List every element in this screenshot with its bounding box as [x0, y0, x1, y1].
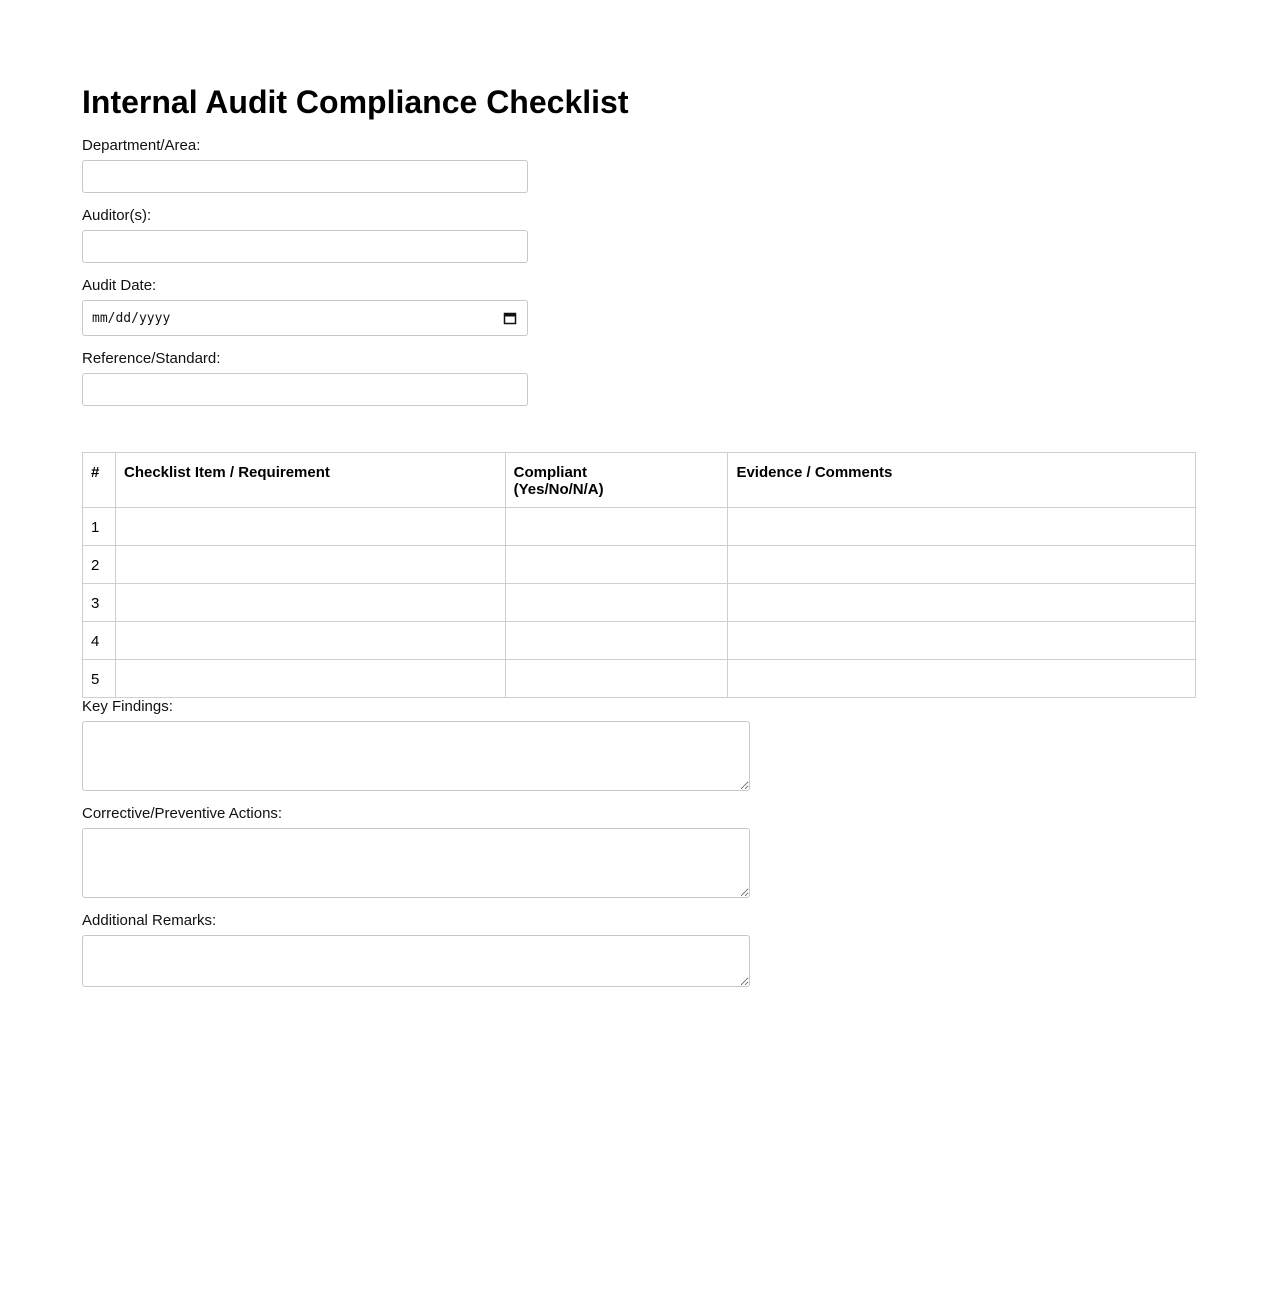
- department-label: Department/Area:: [82, 137, 201, 154]
- compliant-cell[interactable]: [505, 584, 728, 622]
- header-number: #: [83, 453, 116, 508]
- checklist-table: [82, 452, 1196, 698]
- audit-date-label: Audit Date:: [82, 277, 157, 294]
- compliant-input[interactable]: [514, 633, 720, 650]
- table-row: [83, 622, 1196, 660]
- department-input[interactable]: [82, 160, 528, 193]
- calendar-icon[interactable]: [503, 311, 517, 325]
- row-number: 1: [83, 508, 116, 546]
- compliant-input[interactable]: [514, 519, 720, 536]
- compliant-cell[interactable]: [505, 546, 728, 584]
- evidence-cell[interactable]: [728, 546, 1196, 584]
- compliant-cell[interactable]: [505, 622, 728, 660]
- checklist-item-input[interactable]: [124, 595, 497, 612]
- header-compliant: [505, 453, 728, 508]
- checklist-item-input[interactable]: [124, 633, 497, 650]
- checklist-item-cell[interactable]: [115, 584, 505, 622]
- row-number: 4: [83, 622, 116, 660]
- evidence-cell[interactable]: [728, 584, 1196, 622]
- corrective-actions-label: Corrective/Preventive Actions:: [82, 805, 283, 822]
- evidence-cell[interactable]: [728, 622, 1196, 660]
- checklist-item-input[interactable]: [124, 519, 497, 536]
- reference-label: Reference/Standard:: [82, 350, 221, 367]
- table-row: [83, 508, 1196, 546]
- audit-date-input[interactable]: [82, 300, 528, 336]
- header-compliant-line2: (Yes/No/N/A): [513, 481, 604, 498]
- evidence-input[interactable]: [736, 557, 1187, 574]
- table-row: [83, 584, 1196, 622]
- table-row: [83, 660, 1196, 698]
- key-findings-label: Key Findings:: [82, 698, 173, 715]
- compliant-input[interactable]: [514, 557, 720, 574]
- additional-remarks-textarea[interactable]: [82, 935, 750, 987]
- key-findings-textarea[interactable]: [82, 721, 750, 791]
- header-checklist-item: Checklist Item / Requirement: [115, 453, 505, 508]
- checklist-item-cell[interactable]: [115, 622, 505, 660]
- table-row: [83, 546, 1196, 584]
- header-evidence: Evidence / Comments: [728, 453, 1196, 508]
- evidence-input[interactable]: [736, 519, 1187, 536]
- row-number: 2: [83, 546, 116, 584]
- corrective-actions-textarea[interactable]: [82, 828, 750, 898]
- compliant-cell[interactable]: [505, 508, 728, 546]
- compliant-input[interactable]: [514, 595, 720, 612]
- additional-remarks-label: Additional Remarks:: [82, 912, 217, 929]
- compliant-cell[interactable]: [505, 660, 728, 698]
- checklist-item-cell[interactable]: [115, 508, 505, 546]
- evidence-input[interactable]: [736, 633, 1187, 650]
- reference-input[interactable]: [82, 373, 528, 406]
- checklist-item-cell[interactable]: [115, 660, 505, 698]
- auditors-input[interactable]: [82, 230, 528, 263]
- auditors-label: Auditor(s):: [82, 207, 152, 224]
- header-compliant-line1: Compliant: [513, 464, 587, 481]
- row-number: 3: [83, 584, 116, 622]
- page-title: Internal Audit Compliance Checklist: [82, 84, 629, 120]
- evidence-cell[interactable]: [728, 508, 1196, 546]
- checklist-item-cell[interactable]: [115, 546, 505, 584]
- audit-date-placeholder: mm/dd/yyyy: [92, 310, 171, 326]
- checklist-item-input[interactable]: [124, 557, 497, 574]
- evidence-cell[interactable]: [728, 660, 1196, 698]
- row-number: 5: [83, 660, 116, 698]
- checklist-item-input[interactable]: [124, 671, 497, 688]
- evidence-input[interactable]: [736, 595, 1187, 612]
- compliant-input[interactable]: [514, 671, 720, 688]
- table-header-row: [83, 453, 1196, 508]
- evidence-input[interactable]: [736, 671, 1187, 688]
